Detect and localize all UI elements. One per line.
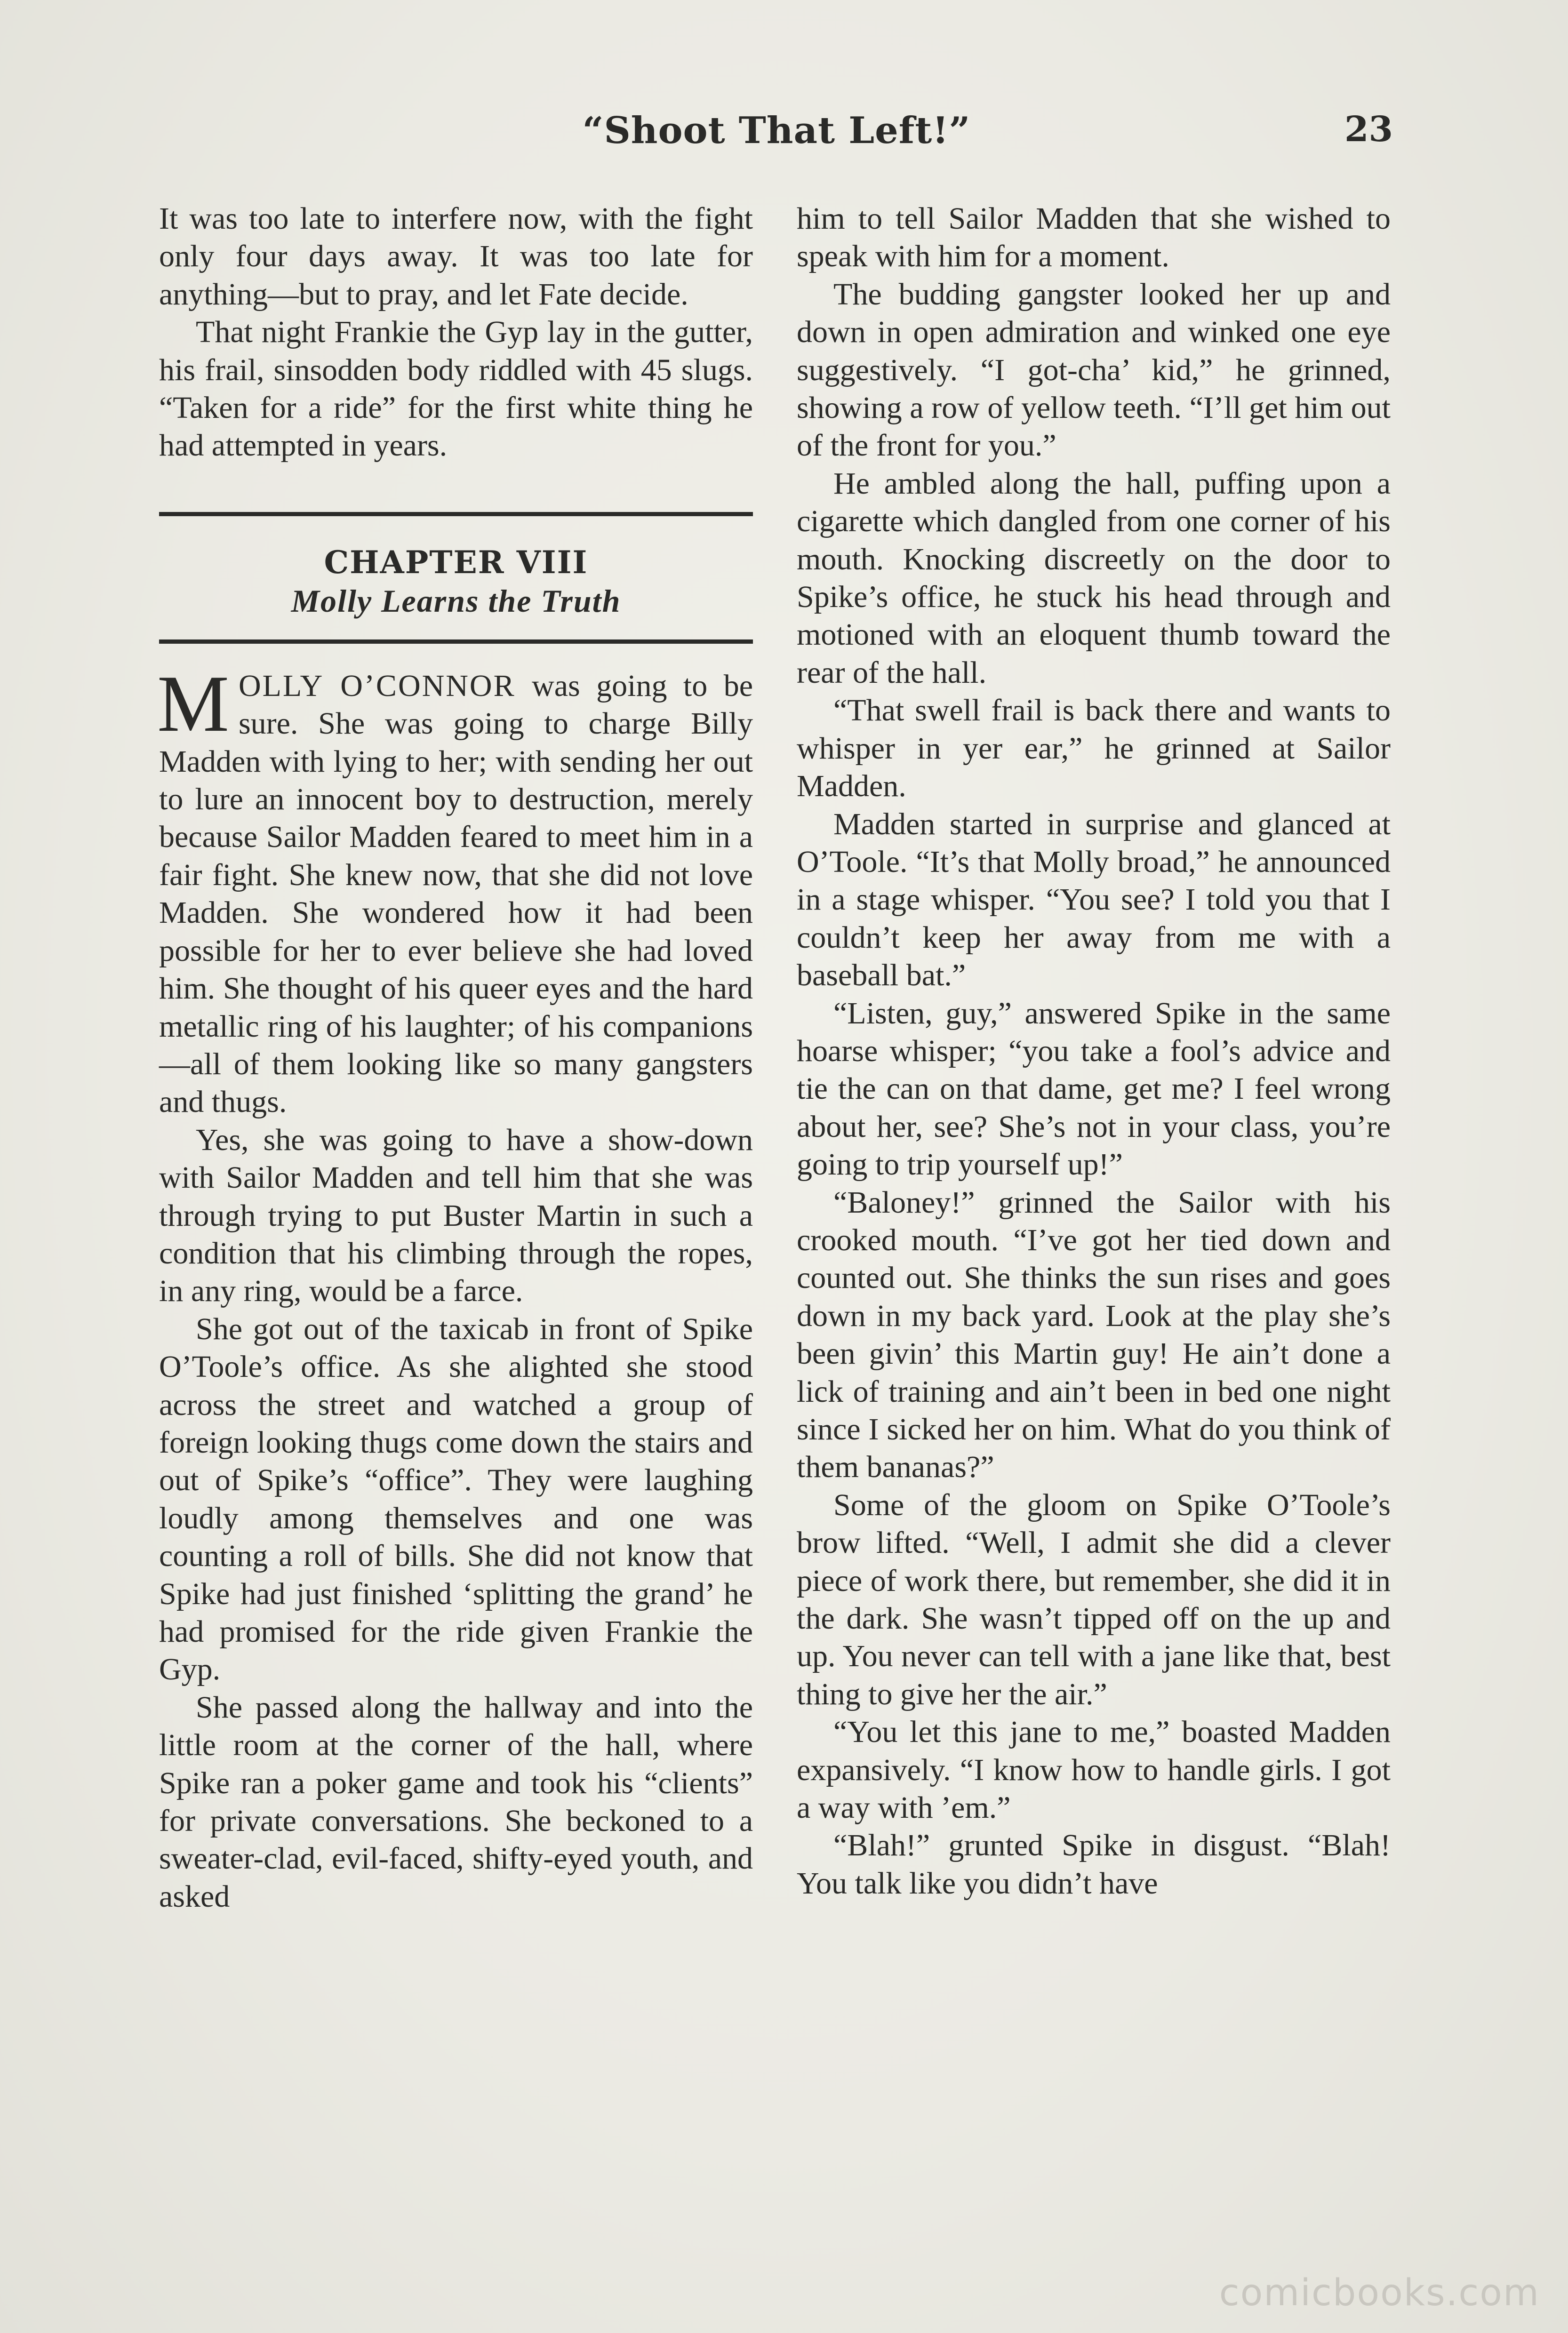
paragraph: He ambled along the hall, puffing upon a cigarette which dangled from one corner of his mouth. Knocking discreetly on the door to Spike’s office, he stuck his head through and motioned with an eloquent thumb toward the rear of the hall. [797,466,1391,690]
chapter-heading: CHAPTER VIII [324,543,588,581]
paragraph: “Listen, guy,” answered Spike in the same hoarse whisper; “you take a fool’s advice and tie the can on that dame, get me? I feel wrong about her, see? She’s not in your class, you’re going to trip yourself up!” [797,996,1391,1182]
paragraph: She passed along the hallway and into the little room at the corner of the hall, where Spike ran a poker game and took his “clients” for private conversations. She beckoned to a sweater-clad, evil-faced, shifty-eyed youth, and asked [159,1690,753,1914]
watermark: comicbooks.com [1219,2272,1540,2314]
opening-small-caps: OLLY O’CONNOR [238,668,516,703]
drop-cap: M [157,659,229,749]
paragraph: Some of the gloom on Spike O’Toole’s brow lifted. “Well, I admit she did a clever piece of work there, but remember, she did it in the dark. She wasn’t tipped off on the up and up. You never can tell with a jane like that, best thing to give her the air.” [797,1487,1391,1711]
page-number: 23 [1344,109,1393,150]
paragraph: “You let this jane to me,” boasted Madden expansively. “I know how to handle girls. I got a way with ’em.” [797,1715,1391,1825]
chapter-subtitle: Molly Learns the Truth [291,583,621,619]
paragraph: Madden started in surprise and glanced at O’Toole. “It’s that Molly broad,” he announced in a stage whisper. “You see? I told you that I couldn’t keep her away from me with a baseball bat.” [797,807,1391,993]
opening-paragraph [157,659,753,1121]
chapter-header [159,543,753,621]
paragraph: She got out of the taxicab in front of Spike O’Toole’s office. As she alighted she stood across the street and watched a group of foreign looking thugs come down the stairs and out of Spike’s “office”. They were laughing loudly among themselves and one was counting a roll of bills. She did not know that Spike had just finished ‘splitting the grand’ he had promised for the ride given Frankie the Gyp. [159,1311,753,1687]
paragraph: That night Frankie the Gyp lay in the gutter, his frail, sinsodden body riddled with 45 slugs. “Taken for a ride” for the first white thing he had attempted in years. [159,315,753,463]
paragraph: “Blah!” grunted Spike in disgust. “Blah! You talk like you didn’t have [797,1828,1391,1901]
opening-text: was going to be sure. She was going to charge Billy Madden with lying to her; with sending her out to lure an innocent boy to destruction, merely because Sailor Madden feared to meet him in a fair fight. She knew now, that she did not love Madden. She wondered how it had been possible for her to ever believe she had loved him. She thought of his queer eyes and the hard metallic ring of his laughter; of his companions —all of them looking like so many gangsters and thugs. [159,668,753,1119]
divider-rule-bottom [159,639,753,644]
running-header [160,109,1393,166]
left-column [159,200,753,1916]
paragraph: Yes, she was going to have a show-down with Sailor Madden and tell him that she was through trying to put Buster Martin in such a condition that his climbing through the ropes, in any ring, would be a farce. [159,1122,753,1309]
paragraph: “That swell frail is back there and wants to whisper in yer ear,” he grinned at Sailor Madden. [797,693,1391,804]
paragraph: him to tell Sailor Madden that she wished to speak with him for a moment. [797,201,1391,274]
paragraph: “Baloney!” grinned the Sailor with his crooked mouth. “I’ve got her tied down and counted out. She thinks the sun rises and goes down in my back yard. Look at the play she’s been givin’ this Martin guy! He ain’t done a lick of training and ain’t been in bed one night since I sicked her on him. What do you think of them bananas?” [797,1185,1391,1485]
running-title: “Shoot That Left!” [582,109,971,152]
right-column [797,200,1391,1902]
paragraph: The budding gangster looked her up and down in open admiration and winked one eye suggestively. “I got-cha’ kid,” he grinned, showing a row of yellow teeth. “I’ll get him out of the front for you.” [797,277,1391,463]
paragraph: It was too late to interfere now, with the fight only four days away. It was too late for anything—but to pray, and let Fate decide. [159,201,753,312]
divider-rule-top [159,512,753,516]
